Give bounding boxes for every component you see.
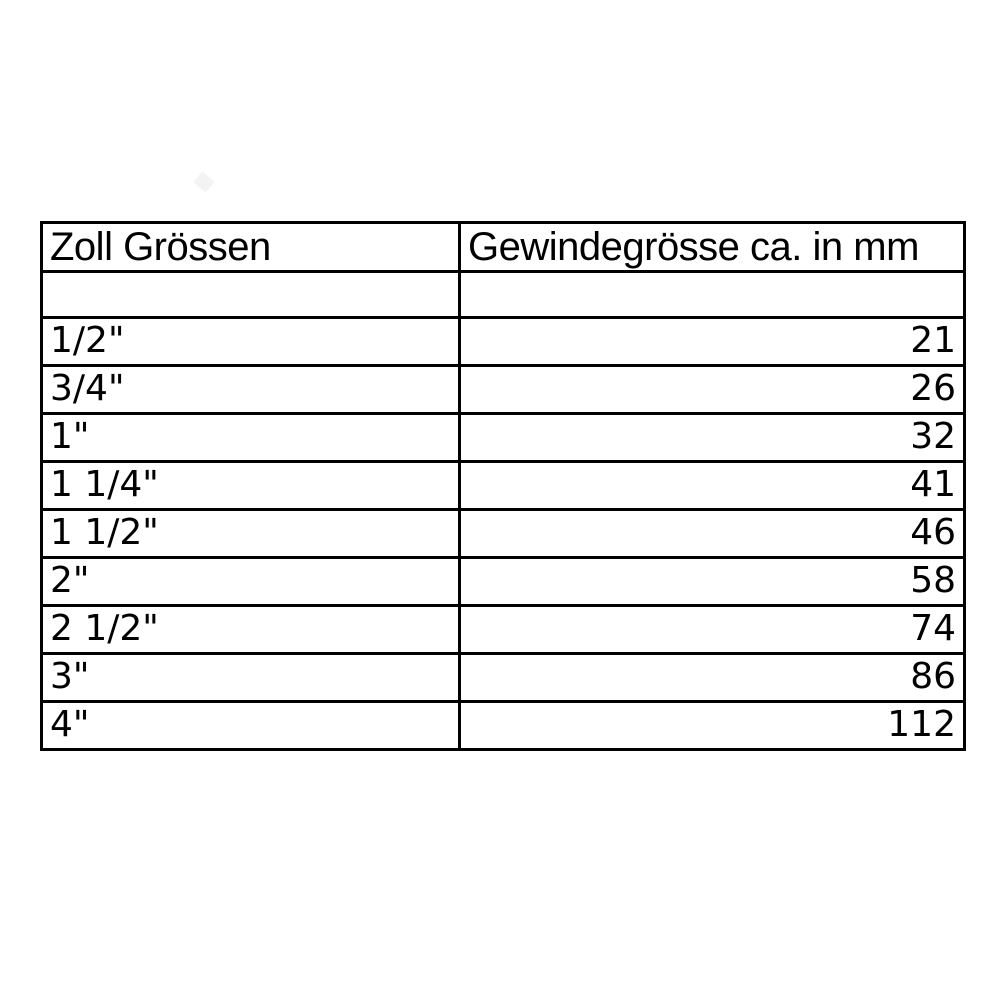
cell-mm-value: 32 [460, 414, 965, 462]
header-cell-gewindegroesse-mm: Gewindegrösse ca. in mm [460, 223, 965, 272]
spacer-cell [42, 272, 460, 318]
header-cell-zoll-groessen: Zoll Grössen [42, 223, 460, 272]
cell-mm-value: 86 [460, 654, 965, 702]
cell-mm-value: 46 [460, 510, 965, 558]
cell-mm-value: 74 [460, 606, 965, 654]
thread-size-table [40, 221, 966, 751]
cell-zoll-size: 1 1/2" [42, 510, 460, 558]
cell-mm-value: 112 [460, 702, 965, 750]
table-row [42, 606, 965, 654]
table-row [42, 318, 965, 366]
table-row [42, 414, 965, 462]
faint-watermark-artifact [193, 171, 214, 192]
cell-zoll-size: 2" [42, 558, 460, 606]
cell-zoll-size: 2 1/2" [42, 606, 460, 654]
table-row [42, 366, 965, 414]
cell-mm-value: 58 [460, 558, 965, 606]
cell-zoll-size: 1/2" [42, 318, 460, 366]
header-row [42, 223, 965, 272]
cell-mm-value: 26 [460, 366, 965, 414]
cell-zoll-size: 1 1/4" [42, 462, 460, 510]
table-row [42, 462, 965, 510]
table-row [42, 558, 965, 606]
cell-mm-value: 41 [460, 462, 965, 510]
cell-zoll-size: 3" [42, 654, 460, 702]
table-body [42, 318, 965, 750]
spacer-cell [460, 272, 965, 318]
cell-zoll-size: 4" [42, 702, 460, 750]
cell-zoll-size: 1" [42, 414, 460, 462]
table-row [42, 654, 965, 702]
spacer-row [42, 272, 965, 318]
table-row [42, 510, 965, 558]
cell-mm-value: 21 [460, 318, 965, 366]
table-row [42, 702, 965, 750]
cell-zoll-size: 3/4" [42, 366, 460, 414]
